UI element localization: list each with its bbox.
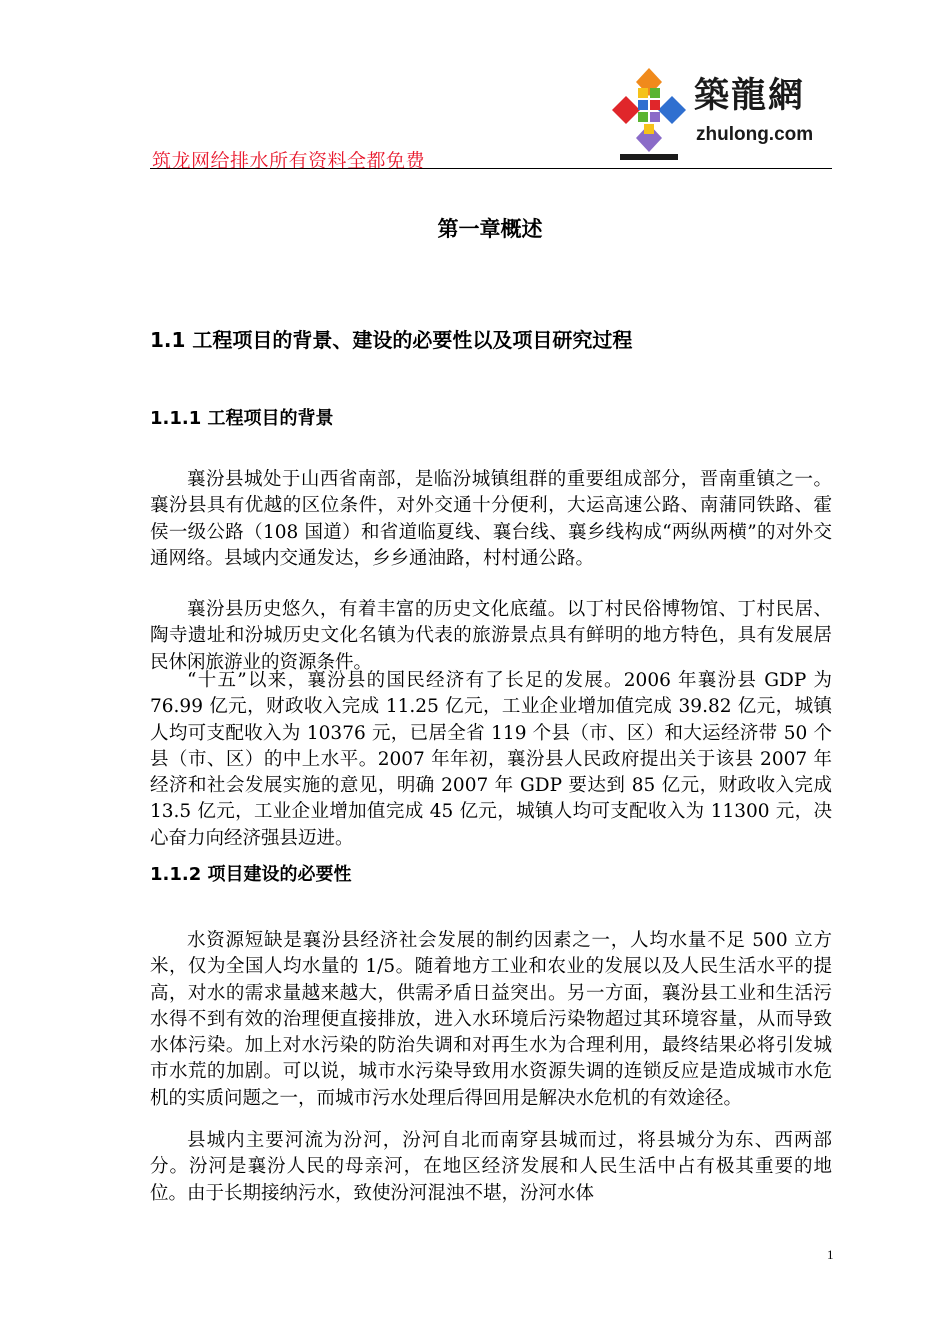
zhulong-logo[interactable]	[610, 66, 835, 162]
page-number: 1	[827, 1247, 834, 1262]
chapter-title: 第一章概述	[437, 217, 543, 241]
logo-chinese-text: 築龍網	[694, 75, 806, 116]
paragraph-water-shortage: 水资源短缺是襄汾县经济社会发展的制约因素之一，人均水量不足 500 立方米，仅为全国人均水量的 1/5。随着地方工业和农业的发展以及人民生活水平的提高，对水的需求量越来越大，供需矛盾日益突出。另一方面，襄汾县工业和生活污水得不到有效的治理便直接排放，进入水环境后污染物超过其环境容量，从而导致水体污染。加上对水污染的防治失调和对再生水为合理利用，最终结果必将引发城市水荒的加剧。可以说，城市水污染导致用水资源失调的连锁反应是造成城市水危机的实质问题之一，而城市污水处理后得回用是解决水危机的有效途径。	[150, 930, 832, 1109]
header-banner[interactable]: 筑龙网给排水所有资料全都免费	[152, 150, 426, 172]
paragraph-fen-river: 县城内主要河流为汾河，汾河自北而南穿县城而过，将县城分为东、西两部分。汾河是襄汾人民的母亲河，在地区经济发展和人民生活中占有极其重要的地位。由于长期接纳污水，致使汾河混浊不堪，汾河水体	[150, 1130, 832, 1204]
section-heading-1-1-1: 1.1.1 工程项目的背景	[150, 408, 334, 429]
paragraph-economy: “十五”以来，襄汾县的国民经济有了长足的发展。2006 年襄汾县 GDP 为 76.99 亿元，财政收入完成 11.25 亿元，工业企业增加值完成 39.82 亿元，城镇人均可支配收入为 10376 元，已居全省 119 个县（市、区）和大运经济带 50 个县（市、区）的中上水平。2007 年年初，襄汾县人民政府提出关于该县 2007 年经济和社会发展实施的意见，明确 2007 年 GDP 要达到 85 亿元，财政收入完成 13.5 亿元，工业企业增加值完成 45 亿元，城镇人均可支配收入为 11300 元，决心奋力向经济强县迈进。	[150, 670, 832, 849]
section-heading-1-1: 1.1 工程项目的背景、建设的必要性以及项目研究过程	[150, 328, 633, 352]
section-heading-1-1-2: 1.1.2 项目建设的必要性	[150, 864, 352, 885]
paragraph-location: 襄汾县城处于山西省南部，是临汾城镇组群的重要组成部分，晋南重镇之一。襄汾县具有优越的区位条件，对外交通十分便利，大运高速公路、南蒲同铁路、霍侯一级公路（108 国道）和省道临夏线、襄台线、襄乡线构成“两纵两横”的对外交通网络。县域内交通发达，乡乡通油路，村村通公路。	[150, 469, 832, 569]
zhulong-pinwheel-icon	[610, 66, 688, 162]
paragraph-history: 襄汾县历史悠久，有着丰富的历史文化底蕴。以丁村民俗博物馆、丁村民居、陶寺遗址和汾城历史文化名镇为代表的旅游景点具有鲜明的地方特色，具有发展居民休闲旅游业的资源条件。	[150, 599, 832, 673]
header-divider	[150, 168, 832, 169]
logo-domain-text: zhulong.com	[696, 124, 814, 145]
